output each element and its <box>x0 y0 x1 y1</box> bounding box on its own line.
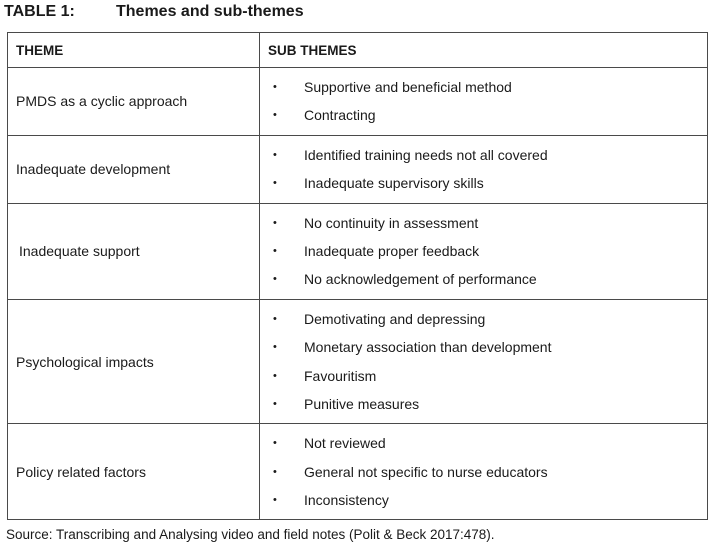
bullet-icon: • <box>273 109 277 122</box>
sub-theme-list <box>260 136 707 203</box>
theme-label: Policy related factors <box>16 463 146 480</box>
sub-themes-cell <box>260 203 708 299</box>
themes-table <box>7 32 708 520</box>
sub-theme-item <box>260 429 707 457</box>
header-sub-themes-label: SUB THEMES <box>268 42 357 58</box>
theme-cell <box>8 68 260 136</box>
sub-theme-text: Punitive measures <box>304 395 420 412</box>
sub-theme-text: Identified training needs not all covered <box>304 146 548 163</box>
theme-cell <box>8 135 260 203</box>
sub-theme-text: Demotivating and depressing <box>304 310 486 327</box>
sub-theme-text: Not reviewed <box>304 435 386 452</box>
sub-theme-text: Inadequate supervisory skills <box>304 175 484 192</box>
sub-theme-item <box>260 265 707 293</box>
sub-themes-cell <box>260 299 708 424</box>
theme-label: Inadequate support <box>19 243 140 260</box>
sub-theme-text: Favouritism <box>304 367 377 384</box>
theme-label: PMDS as a cyclic approach <box>16 93 188 110</box>
sub-theme-item <box>260 169 707 197</box>
sub-theme-text: General not specific to nurse educators <box>304 463 548 480</box>
bullet-icon: • <box>273 437 277 450</box>
source-note: Source: Transcribing and Analysing video and field notes (Polit & Beck 2017:478). <box>6 527 495 542</box>
sub-theme-text: Contracting <box>304 107 376 124</box>
bullet-icon: • <box>273 148 277 161</box>
table-row <box>8 203 708 299</box>
theme-cell <box>8 299 260 424</box>
sub-theme-text: Inadequate proper feedback <box>304 242 480 259</box>
theme-cell <box>8 203 260 299</box>
sub-theme-list <box>260 204 707 299</box>
bullet-icon: • <box>273 312 277 325</box>
bullet-icon: • <box>273 273 277 286</box>
table-row <box>8 424 708 520</box>
bullet-icon: • <box>273 494 277 507</box>
header-theme <box>8 33 260 68</box>
sub-themes-cell <box>260 135 708 203</box>
sub-theme-list <box>260 68 707 135</box>
bullet-icon: • <box>273 216 277 229</box>
sub-theme-text: Inconsistency <box>304 492 389 509</box>
header-theme-label: THEME <box>16 42 64 58</box>
table-row <box>8 135 708 203</box>
sub-theme-item <box>260 237 707 265</box>
sub-theme-list <box>260 424 707 519</box>
sub-theme-item <box>260 73 707 101</box>
sub-theme-text: Supportive and beneficial method <box>304 79 512 95</box>
bullet-icon: • <box>273 369 277 382</box>
header-sub-themes <box>260 33 708 68</box>
sub-theme-item <box>260 362 707 390</box>
sub-theme-text: No continuity in assessment <box>304 214 479 231</box>
bullet-icon: • <box>273 397 277 410</box>
theme-cell <box>8 424 260 520</box>
theme-label: Psychological impacts <box>16 353 154 370</box>
sub-theme-item <box>260 458 707 486</box>
bullet-icon: • <box>273 177 277 190</box>
sub-theme-item <box>260 486 707 514</box>
table-row <box>8 299 708 424</box>
bullet-icon: • <box>273 341 277 354</box>
sub-theme-item <box>260 141 707 169</box>
sub-theme-item <box>260 305 707 333</box>
sub-theme-text: Monetary association than development <box>304 339 552 356</box>
sub-themes-cell <box>260 424 708 520</box>
bullet-icon: • <box>273 81 277 93</box>
theme-label: Inadequate development <box>16 161 171 178</box>
sub-theme-item <box>260 101 707 129</box>
table-title: Themes and sub-themes <box>116 3 304 20</box>
sub-theme-item <box>260 390 707 418</box>
table-number: TABLE 1: <box>4 3 75 20</box>
sub-themes-cell <box>260 68 708 136</box>
sub-theme-item <box>260 333 707 361</box>
sub-theme-item <box>260 209 707 237</box>
bullet-icon: • <box>273 244 277 257</box>
table-caption <box>4 1 304 23</box>
table-header-row <box>8 33 708 68</box>
bullet-icon: • <box>273 465 277 478</box>
sub-theme-text: No acknowledgement of performance <box>304 271 537 288</box>
table-row <box>8 68 708 136</box>
sub-theme-list <box>260 300 707 424</box>
themes-table-container <box>7 32 707 520</box>
